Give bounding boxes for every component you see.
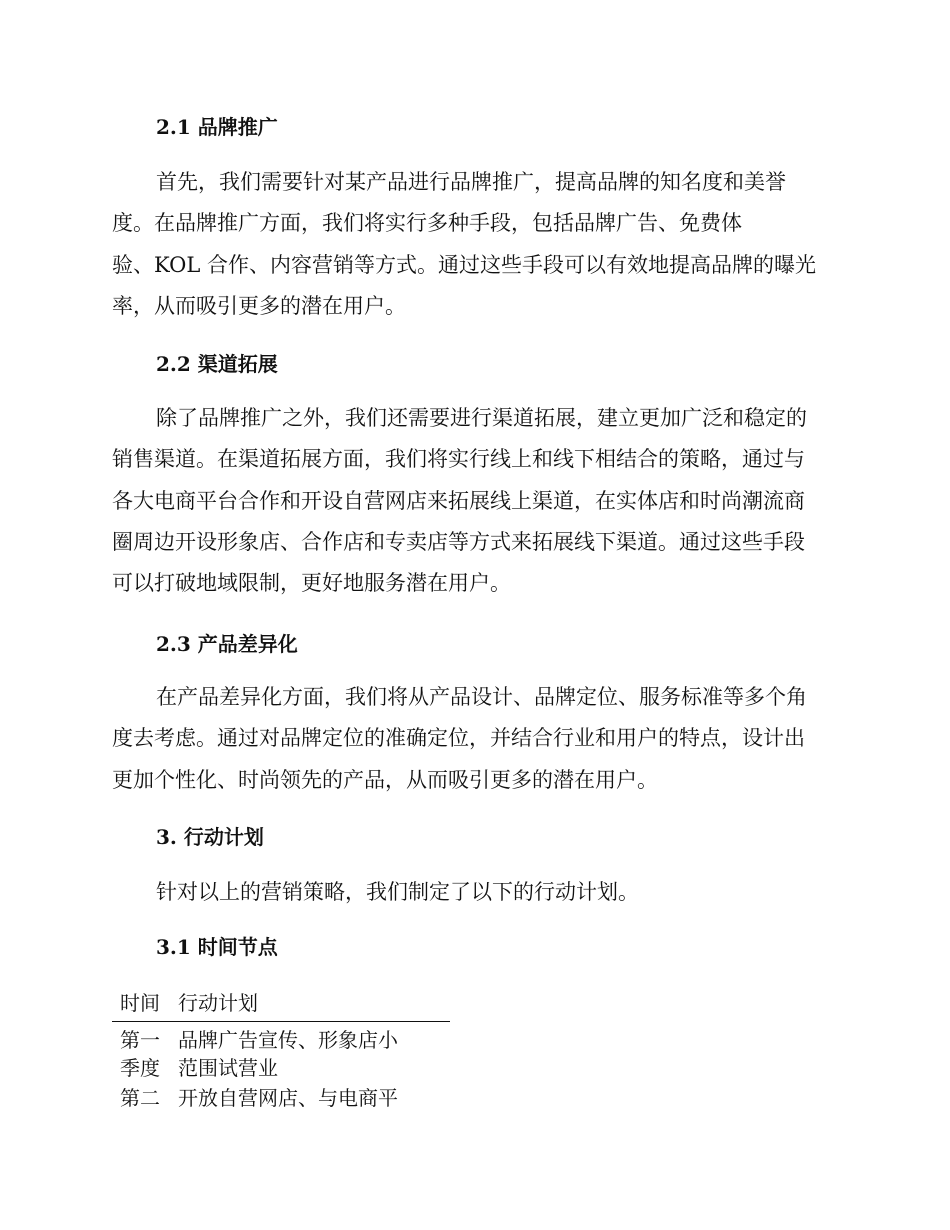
table-header-cell: 时间 (120, 991, 160, 1015)
paragraph-line: 度。在品牌推广方面，我们将实行多种手段，包括品牌广告、免费体 (112, 211, 742, 236)
table-header-cell: 行动计划 (178, 991, 258, 1015)
timeline-table (112, 990, 450, 1112)
paragraph-product-differentiation (112, 683, 838, 807)
paragraph-line: 圈周边开设形象店、合作店和专卖店等方式来拓展线下渠道。通过这些手段 (112, 529, 805, 554)
paragraph-line: 各大电商平台合作和开设自营网店来拓展线上渠道，在实体店和时尚潮流商 (112, 488, 805, 513)
table-row (112, 1084, 450, 1112)
heading-3: 3. 行动计划 (156, 825, 264, 849)
paragraph-line: 率，从而吸引更多的潜在用户。 (112, 293, 406, 318)
heading-2-2: 2.2 渠道拓展 (156, 352, 278, 376)
table-header-row (112, 990, 450, 1022)
paragraph-line: 在产品差异化方面，我们将从产品设计、品牌定位、服务标准等多个角 (156, 685, 807, 709)
heading-2-1: 2.1 品牌推广 (156, 115, 278, 139)
table-row (112, 1026, 450, 1082)
paragraph-line: 针对以上的营销策略，我们制定了以下的行动计划。 (156, 880, 639, 904)
paragraph-line: 首先，我们需要针对某产品进行品牌推广，提高品牌的知名度和美誉 (156, 170, 786, 194)
table-cell-time: 第二 (120, 1086, 160, 1110)
paragraph-brand-promotion (112, 168, 838, 333)
paragraph-line: 销售渠道。在渠道拓展方面，我们将实行线上和线下相结合的策略，通过与 (112, 447, 805, 472)
paragraph-line: 更加个性化、时尚领先的产品，从而吸引更多的潜在用户。 (112, 767, 658, 792)
paragraph-line: 度去考虑。通过对品牌定位的准确定位，并结合行业和用户的特点，设计出 (112, 726, 805, 751)
heading-2-3: 2.3 产品差异化 (156, 632, 298, 656)
paragraph-line: 验、KOL 合作、内容营销等方式。通过这些手段可以有效地提高品牌的曝光 (112, 252, 816, 277)
table-cell-plan: 开放自营网店、与电商平 (178, 1086, 398, 1110)
paragraph-line: 除了品牌推广之外，我们还需要进行渠道拓展，建立更加广泛和稳定的 (156, 406, 807, 430)
table-cell-time: 第一 季度 (120, 1028, 160, 1080)
table-cell-plan: 品牌广告宣传、形象店小 范围试营业 (178, 1028, 398, 1080)
paragraph-channel-expansion (112, 404, 838, 610)
heading-3-1: 3.1 时间节点 (156, 935, 278, 959)
paragraph-line: 可以打破地域限制，更好地服务潜在用户。 (112, 571, 511, 596)
paragraph-action-plan (112, 878, 838, 919)
